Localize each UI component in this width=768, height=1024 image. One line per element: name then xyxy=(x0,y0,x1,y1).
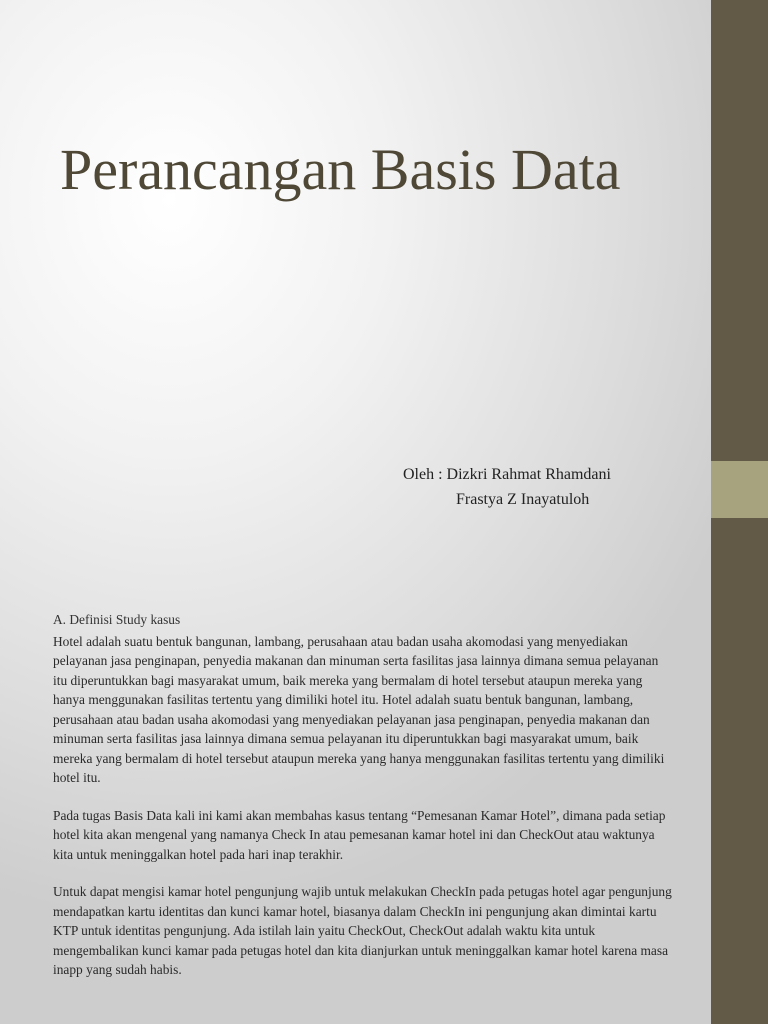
section-heading: A. Definisi Study kasus xyxy=(53,612,181,627)
slide-title: Perancangan Basis Data xyxy=(60,137,621,202)
author-line-2: Frastya Z Inayatuloh xyxy=(456,491,590,508)
document-body xyxy=(53,610,673,998)
paragraph-checkin-checkout: Untuk dapat mengisi kamar hotel pengunjung wajib untuk melakukan CheckIn pada petugas hotel agar pengunjung mendapatkan kartu identitas dan kunci kamar hotel, biasanya dalam CheckIn ini pengunjung akan dimintai kartu KTP untuk identitas pengunjung. Ada istilah lain yaitu CheckOut, CheckOut adalah waktu kita untuk mengembalikan kunci kamar pada petugas hotel dan kita dianjurkan untuk meninggalkan kamar hotel karena masa inapp yang sudah habis. xyxy=(53,884,672,977)
author-line-1: Oleh : Dizkri Rahmat Rhamdani xyxy=(403,466,611,483)
paragraph-case-intro: Pada tugas Basis Data kali ini kami akan membahas kasus tentang “Pemesanan Kamar Hotel”, dimana pada setiap hotel kita akan mengenal yang namanya Check In atau pemesanan kamar hotel ini dan CheckOut atau waktunya kita untuk meninggalkan hotel pada hari inap terakhir. xyxy=(53,807,666,862)
author-block xyxy=(403,462,611,512)
decorative-side-accent xyxy=(711,461,768,518)
paragraph-definition: Hotel adalah suatu bentuk bangunan, lambang, perusahaan atau badan usaha akomodasi yang menyediakan pelayanan jasa penginapan, penyedia makanan dan minuman serta fasilitas jasa lainnya dimana semua pelayanan itu diperuntukkan bagi masyarakat umum, baik mereka yang bermalam di hotel tersebut ataupun mereka yang hanya menggunakan fasilitas tertentu yang dimiliki hotel itu. Hotel adalah suatu bentuk bangunan, lambang, perusahaan atau badan usaha akomodasi yang menyediakan pelayanan jasa penginapan, penyedia makanan dan minuman serta fasilitas jasa lainnya dimana semua pelayanan itu diperuntukkan bagi masyarakat umum, baik mereka yang bermalam di hotel tersebut ataupun mereka yang hanya menggunakan fasilitas tertentu yang dimiliki hotel itu. xyxy=(53,633,665,785)
